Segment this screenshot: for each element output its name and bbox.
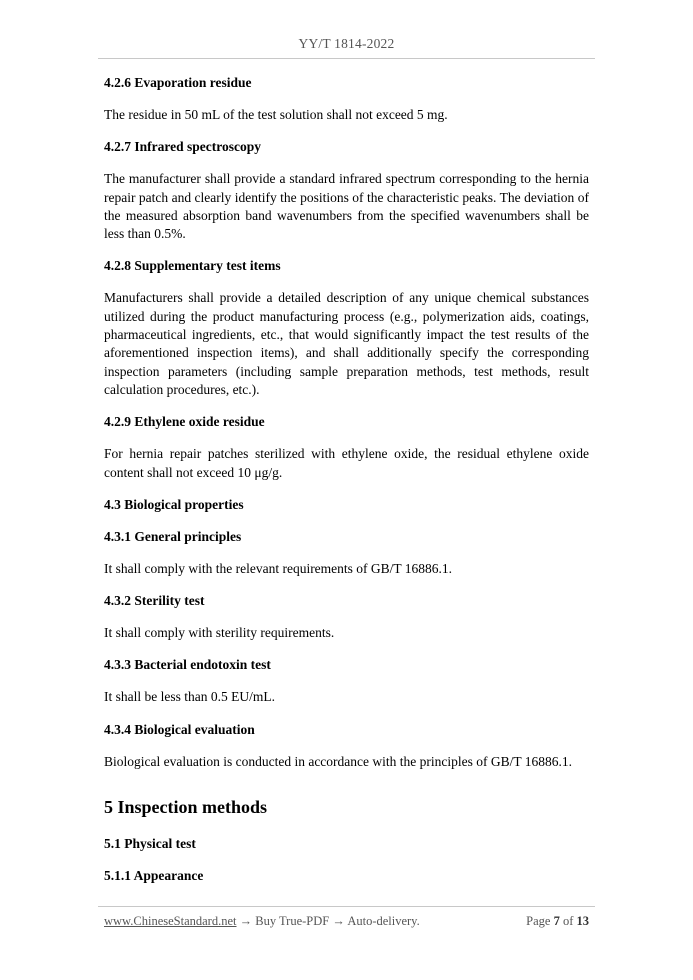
heading-4-2-9: 4.2.9 Ethylene oxide residue: [104, 414, 265, 430]
heading-4-3-1: 4.3.1 General principles: [104, 528, 242, 544]
footer-promo: [104, 914, 420, 929]
footer-divider: [98, 906, 595, 907]
header-doc-id: YY/T 1814-2022: [298, 36, 395, 51]
heading-4-3-2: 4.3.2 Sterility test: [104, 593, 205, 609]
heading-4-3-4: 4.3.4 Biological evaluation: [104, 721, 255, 737]
para-4-2-8: Manufacturers shall provide a detailed description of any unique chemical substances utilized during the product manufacturing process (e.g., polymerization aids, coatings, pharmaceutical ingredients, etc., that would significantly impact the test results of the aforementioned inspection items), and shall additionally specify the corresponding inspection parameters (including sample preparation methods, test methods, result calculation procedures, etc.).: [104, 290, 589, 397]
page-footer: [104, 914, 589, 929]
heading-4-2-8: 4.2.8 Supplementary test items: [104, 258, 281, 274]
para-4-3-1: It shall comply with the relevant requirements of GB/T 16886.1.: [104, 560, 453, 576]
buy-pdf-text: Buy True-PDF: [255, 914, 330, 928]
page-total: 13: [576, 914, 589, 928]
heading-4-3: 4.3 Biological properties: [104, 496, 244, 512]
heading-5: 5 Inspection methods: [104, 797, 268, 818]
page-content: [104, 66, 589, 885]
heading-5-1-1: 5.1.1 Appearance: [104, 868, 204, 884]
arrow-right-icon: →: [239, 914, 253, 928]
heading-5-1: 5.1 Physical test: [104, 836, 196, 852]
para-4-2-7: The manufacturer shall provide a standard infrared spectrum corresponding to the hernia repair patch and clearly identify the positions of the characteristic peaks. The deviation of the measured absorption band wavenumbers from the specified wavenumbers shall be less than 0.5%.: [104, 171, 589, 242]
para-4-2-9: For hernia repair patches sterilized with ethylene oxide, the residual ethylene oxide content shall not exceed 10 μg/g.: [104, 446, 589, 480]
heading-4-2-6: 4.2.6 Evaporation residue: [104, 75, 252, 90]
auto-delivery-text: Auto-delivery.: [347, 914, 420, 928]
page-number: [526, 914, 589, 929]
para-4-3-4: Biological evaluation is conducted in accordance with the principles of GB/T 16886.1.: [104, 753, 573, 769]
site-link[interactable]: www.ChineseStandard.net: [104, 914, 237, 928]
page-of: of: [562, 914, 574, 928]
arrow-right-icon: →: [332, 914, 345, 928]
header-divider: [98, 58, 595, 59]
page-current: 7: [553, 914, 560, 928]
para-4-2-6: The residue in 50 mL of the test solution shall not exceed 5 mg.: [104, 107, 448, 122]
page-label: Page: [526, 914, 551, 928]
para-4-3-3: It shall be less than 0.5 EU/mL.: [104, 689, 275, 705]
heading-4-3-3: 4.3.3 Bacterial endotoxin test: [104, 657, 271, 673]
heading-4-2-7: 4.2.7 Infrared spectroscopy: [104, 139, 261, 155]
para-4-3-2: It shall comply with sterility requirements.: [104, 625, 335, 641]
page-header: [0, 36, 693, 52]
